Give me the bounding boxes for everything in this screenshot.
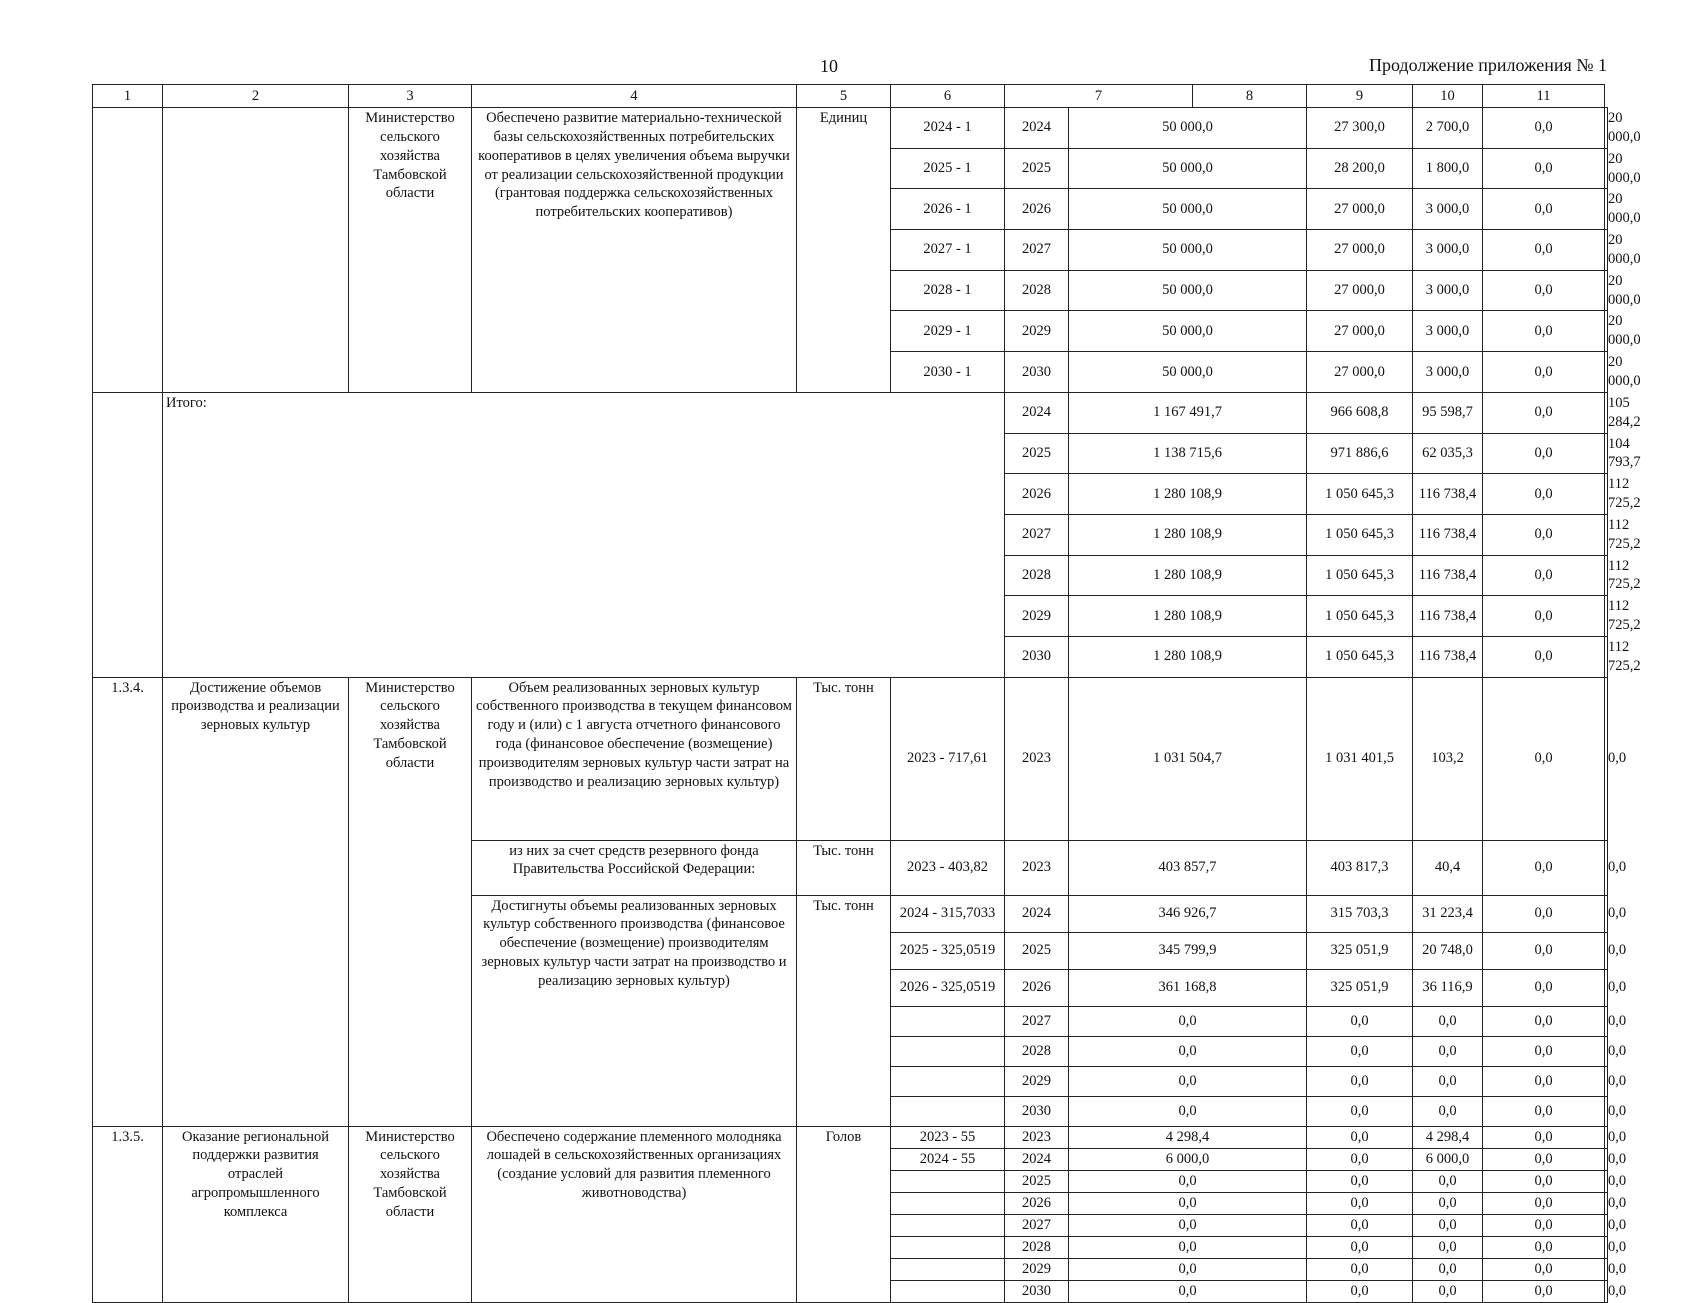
- amount-col8: 403 817,3: [1307, 840, 1413, 895]
- amount-col11: 0,0: [1605, 969, 1608, 1006]
- column-header-3: 3: [349, 85, 472, 108]
- amount-total: 1 167 491,7: [1069, 392, 1307, 433]
- column-header-8: 8: [1193, 85, 1307, 108]
- amount-total: 0,0: [1069, 1066, 1307, 1096]
- amount-col11: 20 000,0: [1605, 148, 1608, 189]
- unit-cell: Тыс. тонн: [797, 677, 891, 840]
- target-cell: 2026 - 1: [891, 189, 1005, 230]
- amount-total: 0,0: [1069, 1036, 1307, 1066]
- table-row: [93, 1126, 1608, 1148]
- amount-total: 50 000,0: [1069, 189, 1307, 230]
- amount-col9: 95 598,7: [1413, 392, 1483, 433]
- year-cell: 2028: [1005, 555, 1069, 596]
- amount-col8: 0,0: [1307, 1006, 1413, 1036]
- amount-col10: 0,0: [1483, 189, 1605, 230]
- amount-col9: 0,0: [1413, 1258, 1483, 1280]
- target-cell: 2023 - 55: [891, 1126, 1005, 1148]
- target-cell: 2026 - 325,0519: [891, 969, 1005, 1006]
- year-cell: 2024: [1005, 392, 1069, 433]
- amount-col10: 0,0: [1483, 1170, 1605, 1192]
- program-table: [92, 84, 1641, 1303]
- amount-col9: 0,0: [1413, 1006, 1483, 1036]
- amount-col9: 1 800,0: [1413, 148, 1483, 189]
- year-cell: 2030: [1005, 1280, 1069, 1302]
- amount-col8: 27 000,0: [1307, 270, 1413, 311]
- unit-cell: Голов: [797, 1126, 891, 1302]
- amount-total: 4 298,4: [1069, 1126, 1307, 1148]
- amount-total: 50 000,0: [1069, 352, 1307, 393]
- amount-total: 50 000,0: [1069, 148, 1307, 189]
- year-cell: 2027: [1005, 1006, 1069, 1036]
- amount-total: 1 138 715,6: [1069, 433, 1307, 474]
- amount-col8: 0,0: [1307, 1148, 1413, 1170]
- amount-col11: 0,0: [1605, 932, 1608, 969]
- year-cell: 2029: [1005, 596, 1069, 637]
- amount-col11: 0,0: [1605, 1006, 1608, 1036]
- amount-total: 6 000,0: [1069, 1148, 1307, 1170]
- year-cell: 2028: [1005, 1236, 1069, 1258]
- amount-col11: 20 000,0: [1605, 189, 1608, 230]
- amount-col11: 20 000,0: [1605, 230, 1608, 271]
- amount-col10: 0,0: [1483, 1236, 1605, 1258]
- year-cell: 2026: [1005, 474, 1069, 515]
- amount-col10: 0,0: [1483, 1192, 1605, 1214]
- amount-total: 403 857,7: [1069, 840, 1307, 895]
- amount-col11: 112 725,2: [1605, 636, 1608, 677]
- amount-col8: 28 200,0: [1307, 148, 1413, 189]
- amount-col8: 0,0: [1307, 1214, 1413, 1236]
- amount-col9: 116 738,4: [1413, 474, 1483, 515]
- amount-col9: 6 000,0: [1413, 1148, 1483, 1170]
- amount-col10: 0,0: [1483, 636, 1605, 677]
- amount-col11: 0,0: [1605, 677, 1608, 840]
- amount-col8: 27 000,0: [1307, 352, 1413, 393]
- name-cell: [163, 108, 349, 393]
- target-cell: [891, 1258, 1005, 1280]
- amount-col9: 0,0: [1413, 1170, 1483, 1192]
- amount-total: 0,0: [1069, 1096, 1307, 1126]
- amount-total: 1 280 108,9: [1069, 474, 1307, 515]
- amount-col10: 0,0: [1483, 311, 1605, 352]
- amount-total: 0,0: [1069, 1170, 1307, 1192]
- column-header-10: 10: [1413, 85, 1483, 108]
- code-cell: [93, 108, 163, 393]
- amount-col11: 20 000,0: [1605, 311, 1608, 352]
- amount-col10: 0,0: [1483, 555, 1605, 596]
- year-cell: 2027: [1005, 514, 1069, 555]
- amount-col9: 0,0: [1413, 1066, 1483, 1096]
- amount-col10: 0,0: [1483, 1066, 1605, 1096]
- target-cell: 2028 - 1: [891, 270, 1005, 311]
- amount-total: 346 926,7: [1069, 895, 1307, 932]
- amount-col10: 0,0: [1483, 596, 1605, 637]
- amount-col11: 112 725,2: [1605, 474, 1608, 515]
- target-cell: [891, 1006, 1005, 1036]
- amount-col11: 0,0: [1605, 895, 1608, 932]
- amount-col10: 0,0: [1483, 1036, 1605, 1066]
- target-cell: [891, 1192, 1005, 1214]
- result-cell: Обеспечено развитие материально-технической базы сельскохозяйственных потребительских кооперативов в целях увеличения объема выручки от реализации сельскохозяйственной продукции (грантовая поддержка сельскохозяйственных потребительских кооперативов): [472, 108, 797, 393]
- amount-col8: 0,0: [1307, 1036, 1413, 1066]
- table-body: [93, 85, 1641, 1303]
- target-cell: 2024 - 55: [891, 1148, 1005, 1170]
- amount-col10: 0,0: [1483, 1280, 1605, 1302]
- amount-col9: 0,0: [1413, 1214, 1483, 1236]
- amount-col8: 0,0: [1307, 1096, 1413, 1126]
- year-cell: 2029: [1005, 1258, 1069, 1280]
- amount-col8: 0,0: [1307, 1192, 1413, 1214]
- target-cell: 2025 - 1: [891, 148, 1005, 189]
- amount-col10: 0,0: [1483, 108, 1605, 149]
- amount-total: 0,0: [1069, 1214, 1307, 1236]
- year-cell: 2027: [1005, 230, 1069, 271]
- year-cell: 2030: [1005, 636, 1069, 677]
- amount-col9: 31 223,4: [1413, 895, 1483, 932]
- amount-col10: 0,0: [1483, 1126, 1605, 1148]
- amount-col9: 116 738,4: [1413, 596, 1483, 637]
- amount-col11: 0,0: [1605, 840, 1608, 895]
- amount-col11: 0,0: [1605, 1126, 1608, 1148]
- amount-col10: 0,0: [1483, 514, 1605, 555]
- amount-col11: 112 725,2: [1605, 596, 1608, 637]
- amount-col9: 3 000,0: [1413, 230, 1483, 271]
- code-cell: 1.3.4.: [93, 677, 163, 1126]
- year-cell: 2026: [1005, 969, 1069, 1006]
- amount-total: 1 031 504,7: [1069, 677, 1307, 840]
- amount-col10: 0,0: [1483, 433, 1605, 474]
- amount-col11: 112 725,2: [1605, 514, 1608, 555]
- column-header-4: 4: [472, 85, 797, 108]
- amount-col10: 0,0: [1483, 1214, 1605, 1236]
- page-number: 10: [820, 56, 838, 76]
- amount-col10: 0,0: [1483, 230, 1605, 271]
- year-cell: 2030: [1005, 1096, 1069, 1126]
- amount-total: 0,0: [1069, 1192, 1307, 1214]
- amount-total: 1 280 108,9: [1069, 514, 1307, 555]
- amount-col10: 0,0: [1483, 1006, 1605, 1036]
- amount-col9: 20 748,0: [1413, 932, 1483, 969]
- amount-total: 50 000,0: [1069, 311, 1307, 352]
- target-cell: [891, 1236, 1005, 1258]
- year-cell: 2028: [1005, 270, 1069, 311]
- amount-col8: 0,0: [1307, 1236, 1413, 1258]
- amount-total: 50 000,0: [1069, 270, 1307, 311]
- amount-total: 361 168,8: [1069, 969, 1307, 1006]
- amount-col11: 0,0: [1605, 1214, 1608, 1236]
- amount-col10: 0,0: [1483, 352, 1605, 393]
- amount-col8: 27 000,0: [1307, 311, 1413, 352]
- table-row: [93, 85, 1608, 108]
- result-cell: Обеспечено содержание племенного молодняка лошадей в сельскохозяйственных организациях (создание условий для развития племенного животноводства): [472, 1126, 797, 1302]
- unit-cell: Тыс. тонн: [797, 895, 891, 1126]
- amount-col11: 0,0: [1605, 1066, 1608, 1096]
- amount-col8: 325 051,9: [1307, 969, 1413, 1006]
- year-cell: 2023: [1005, 1126, 1069, 1148]
- table-row: [93, 108, 1608, 149]
- amount-col10: 0,0: [1483, 1096, 1605, 1126]
- year-cell: 2025: [1005, 433, 1069, 474]
- amount-col11: 0,0: [1605, 1036, 1608, 1066]
- target-cell: 2024 - 1: [891, 108, 1005, 149]
- column-header-5: 5: [797, 85, 891, 108]
- column-header-11: 11: [1483, 85, 1605, 108]
- amount-col10: 0,0: [1483, 392, 1605, 433]
- year-cell: 2028: [1005, 1036, 1069, 1066]
- amount-col8: 325 051,9: [1307, 932, 1413, 969]
- total-label: Итого:: [163, 392, 1005, 677]
- amount-col11: 104 793,7: [1605, 433, 1608, 474]
- column-header-9: 9: [1307, 85, 1413, 108]
- amount-total: 50 000,0: [1069, 230, 1307, 271]
- amount-col9: 4 298,4: [1413, 1126, 1483, 1148]
- amount-col8: 315 703,3: [1307, 895, 1413, 932]
- year-cell: 2029: [1005, 1066, 1069, 1096]
- code-cell: 1.3.5.: [93, 1126, 163, 1302]
- amount-col8: 0,0: [1307, 1170, 1413, 1192]
- year-cell: 2024: [1005, 895, 1069, 932]
- amount-col11: 0,0: [1605, 1170, 1608, 1192]
- amount-total: 0,0: [1069, 1258, 1307, 1280]
- target-cell: [891, 1214, 1005, 1236]
- unit-cell: Единиц: [797, 108, 891, 393]
- amount-col9: 40,4: [1413, 840, 1483, 895]
- amount-col9: 0,0: [1413, 1280, 1483, 1302]
- amount-col10: 0,0: [1483, 148, 1605, 189]
- amount-col9: 3 000,0: [1413, 352, 1483, 393]
- amount-col10: 0,0: [1483, 677, 1605, 840]
- column-header-7: 7: [1005, 85, 1193, 108]
- amount-col9: 116 738,4: [1413, 555, 1483, 596]
- amount-col11: 0,0: [1605, 1236, 1608, 1258]
- amount-col10: 0,0: [1483, 270, 1605, 311]
- amount-col10: 0,0: [1483, 969, 1605, 1006]
- amount-total: 1 280 108,9: [1069, 596, 1307, 637]
- year-cell: 2023: [1005, 677, 1069, 840]
- ministry-cell: Министерство сельского хозяйства Тамбовской области: [349, 108, 472, 393]
- year-cell: 2026: [1005, 189, 1069, 230]
- amount-col8: 1 050 645,3: [1307, 514, 1413, 555]
- result-cell: из них за счет средств резервного фонда Правительства Российской Федерации:: [472, 840, 797, 895]
- target-cell: [891, 1066, 1005, 1096]
- target-cell: 2030 - 1: [891, 352, 1005, 393]
- amount-total: 50 000,0: [1069, 108, 1307, 149]
- amount-col8: 1 031 401,5: [1307, 677, 1413, 840]
- amount-col11: 0,0: [1605, 1258, 1608, 1280]
- ministry-cell: Министерство сельского хозяйства Тамбовской области: [349, 1126, 472, 1302]
- amount-col8: 0,0: [1307, 1280, 1413, 1302]
- amount-col10: 0,0: [1483, 840, 1605, 895]
- table-row: [93, 392, 1608, 433]
- target-cell: 2025 - 325,0519: [891, 932, 1005, 969]
- amount-col10: 0,0: [1483, 474, 1605, 515]
- amount-col8: 1 050 645,3: [1307, 555, 1413, 596]
- amount-col8: 1 050 645,3: [1307, 596, 1413, 637]
- amount-col10: 0,0: [1483, 932, 1605, 969]
- amount-col9: 116 738,4: [1413, 514, 1483, 555]
- year-cell: 2026: [1005, 1192, 1069, 1214]
- target-cell: 2023 - 717,61: [891, 677, 1005, 840]
- amount-total: 0,0: [1069, 1236, 1307, 1258]
- target-cell: [891, 1036, 1005, 1066]
- amount-col11: 20 000,0: [1605, 270, 1608, 311]
- amount-total: 0,0: [1069, 1006, 1307, 1036]
- amount-col9: 0,0: [1413, 1096, 1483, 1126]
- target-cell: 2024 - 315,7033: [891, 895, 1005, 932]
- amount-col9: 0,0: [1413, 1036, 1483, 1066]
- target-cell: 2023 - 403,82: [891, 840, 1005, 895]
- amount-col11: 20 000,0: [1605, 108, 1608, 149]
- table-row: [93, 677, 1608, 840]
- amount-col9: 3 000,0: [1413, 311, 1483, 352]
- amount-col11: 0,0: [1605, 1096, 1608, 1126]
- amount-col9: 62 035,3: [1413, 433, 1483, 474]
- column-header-6: 6: [891, 85, 1005, 108]
- amount-col8: 1 050 645,3: [1307, 636, 1413, 677]
- amount-total: 1 280 108,9: [1069, 636, 1307, 677]
- amount-col8: 27 000,0: [1307, 230, 1413, 271]
- year-cell: 2025: [1005, 1170, 1069, 1192]
- year-cell: 2024: [1005, 1148, 1069, 1170]
- amount-col8: 1 050 645,3: [1307, 474, 1413, 515]
- amount-col11: 0,0: [1605, 1148, 1608, 1170]
- amount-col8: 966 608,8: [1307, 392, 1413, 433]
- year-cell: 2024: [1005, 108, 1069, 149]
- amount-col9: 2 700,0: [1413, 108, 1483, 149]
- amount-col8: 971 886,6: [1307, 433, 1413, 474]
- amount-col8: 27 000,0: [1307, 189, 1413, 230]
- amount-col9: 3 000,0: [1413, 189, 1483, 230]
- amount-col8: 27 300,0: [1307, 108, 1413, 149]
- amount-col9: 3 000,0: [1413, 270, 1483, 311]
- amount-col11: 0,0: [1605, 1280, 1608, 1302]
- target-cell: 2027 - 1: [891, 230, 1005, 271]
- column-header-1: 1: [93, 85, 163, 108]
- amount-col11: 20 000,0: [1605, 352, 1608, 393]
- year-cell: 2027: [1005, 1214, 1069, 1236]
- year-cell: 2025: [1005, 932, 1069, 969]
- amount-total: 345 799,9: [1069, 932, 1307, 969]
- column-header-2: 2: [163, 85, 349, 108]
- target-cell: 2029 - 1: [891, 311, 1005, 352]
- amount-col9: 0,0: [1413, 1192, 1483, 1214]
- amount-col9: 36 116,9: [1413, 969, 1483, 1006]
- amount-col8: 0,0: [1307, 1258, 1413, 1280]
- continuation-caption: Продолжение приложения № 1: [1368, 55, 1607, 75]
- amount-col9: 116 738,4: [1413, 636, 1483, 677]
- amount-col10: 0,0: [1483, 895, 1605, 932]
- target-cell: [891, 1280, 1005, 1302]
- name-cell: Оказание региональной поддержки развития отраслей агропромышленного комплекса: [163, 1126, 349, 1302]
- amount-total: 0,0: [1069, 1280, 1307, 1302]
- unit-cell: Тыс. тонн: [797, 840, 891, 895]
- amount-total: 1 280 108,9: [1069, 555, 1307, 596]
- year-cell: 2030: [1005, 352, 1069, 393]
- amount-col10: 0,0: [1483, 1258, 1605, 1280]
- amount-col11: 105 284,2: [1605, 392, 1608, 433]
- total-code-cell: [93, 392, 163, 677]
- ministry-cell: Министерство сельского хозяйства Тамбовской области: [349, 677, 472, 1126]
- target-cell: [891, 1096, 1005, 1126]
- year-cell: 2023: [1005, 840, 1069, 895]
- result-cell: Достигнуты объемы реализованных зерновых культур собственного производства (финансовое обеспечение (возмещение) производителям зерновых культур части затрат на производство и реализацию зерновых культур): [472, 895, 797, 1126]
- amount-col11: 0,0: [1605, 1192, 1608, 1214]
- amount-col10: 0,0: [1483, 1148, 1605, 1170]
- name-cell: Достижение объемов производства и реализации зерновых культур: [163, 677, 349, 1126]
- amount-col8: 0,0: [1307, 1066, 1413, 1096]
- target-cell: [891, 1170, 1005, 1192]
- result-cell: Объем реализованных зерновых культур собственного производства в текущем финансовом году и (или) с 1 августа отчетного финансового года (финансовое обеспечение (возмещение) производителям зерновых культур части затрат на производство и реализацию зерновых культур): [472, 677, 797, 840]
- amount-col9: 0,0: [1413, 1236, 1483, 1258]
- year-cell: 2029: [1005, 311, 1069, 352]
- amount-col8: 0,0: [1307, 1126, 1413, 1148]
- year-cell: 2025: [1005, 148, 1069, 189]
- amount-col11: 112 725,2: [1605, 555, 1608, 596]
- amount-col9: 103,2: [1413, 677, 1483, 840]
